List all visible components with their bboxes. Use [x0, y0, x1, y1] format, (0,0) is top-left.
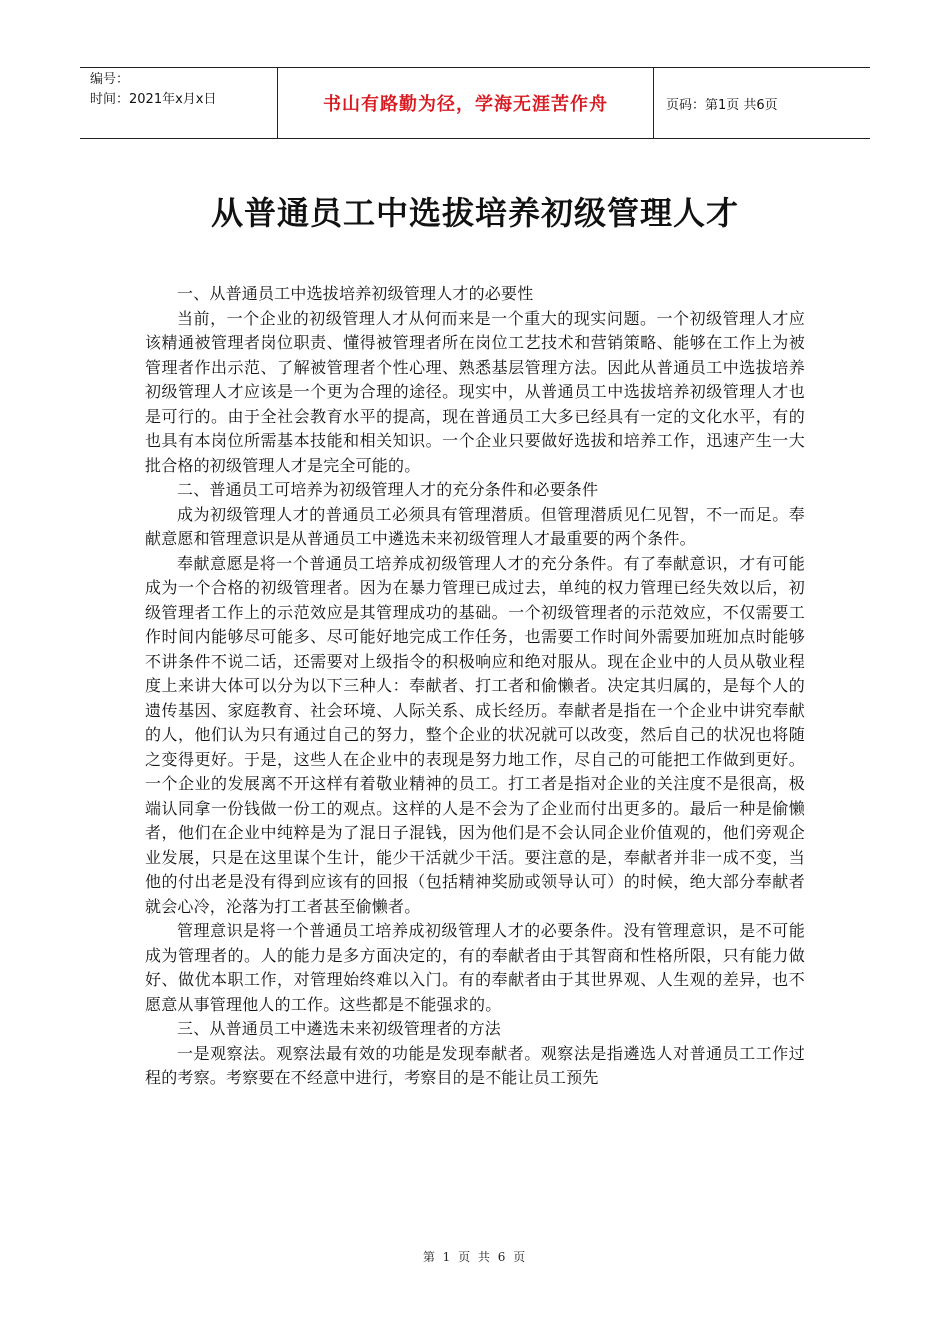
document-header: [80, 67, 870, 139]
paragraph: 当前，一个企业的初级管理人才从何而来是一个重大的现实问题。一个初级管理人才应该精通被管理者岗位职责、懂得被管理者所在岗位工艺技术和营销策略、能够在工作上为被管理者作出示范、了解被管理者个性心理、熟悉基层管理方法。因此从普通员工中选拔培养初级管理人才应该是一个更为合理的途径。现实中，从普通员工中选拔培养初级管理人才也是可行的。由于全社会教育水平的提高，现在普通员工大多已经具有一定的文化水平，有的也具有本岗位所需基本技能和相关知识。一个企业只要做好选拔和培养工作，迅速产生一大批合格的初级管理人才是完全可能的。: [145, 308, 805, 475]
document-title: 从普通员工中选拔培养初级管理人才: [210, 194, 739, 232]
paragraph: 奉献意愿是将一个普通员工培养成初级管理人才的充分条件。有了奉献意识，才有可能成为一个合格的初级管理者。因为在暴力管理已成过去，单纯的权力管理已经失效以后，初级管理者工作上的示范效应是其管理成功的基础。一个初级管理者的示范效应，不仅需要工作时间内能够尽可能多、尽可能好地完成工作任务，也需要工作时间外需要加班加点时能够不讲条件不说二话，还需要对上级指令的积极响应和绝对服从。现在企业中的人员从敬业程度上来讲大体可以分为以下三种人：奉献者、打工者和偷懒者。决定其归属的，是每个人的遗传基因、家庭教育、社会环境、人际关系、成长经历。奉献者是指在一个企业中讲究奉献的人，他们认为只有通过自己的努力，整个企业的状况就可以改变，然后自己的状况也将随之变得更好。于是，这些人在企业中的表现是努力地工作，尽自己的可能把工作做到更好。一个企业的发展离不开这样有着敬业精神的员工。打工者是指对企业的关注度不是很高，极端认同拿一份钱做一份工的观点。这样的人是不会为了企业而付出更多的。最后一种是偷懒者，他们在企业中纯粹是为了混日子混钱，因为他们是不会认同企业价值观的，他们旁观企业发展，只是在这里谋个生计，能少干活就少干活。要注意的是，奉献者并非一成不变，当他的付出老是没有得到应该有的回报（包括精神奖励或领导认可）的时候，绝大部分奉献者就会心冷，沦落为打工者甚至偷懒者。: [145, 553, 805, 916]
document-body: [145, 282, 805, 1091]
paragraph: 一是观察法。观察法最有效的功能是发现奉献者。观察法是指遴选人对普通员工工作过程的考察。考察要在不经意中进行，考察目的是不能让员工预先: [145, 1043, 805, 1087]
page-footer: 第 1 页 共 6 页: [422, 1250, 528, 1264]
section-heading-2: 二、普通员工可培养为初级管理人才的充分条件和必要条件: [177, 480, 599, 499]
header-motto: 书山有路勤为径，学海无涯苦作舟: [278, 68, 654, 138]
section-heading-3: 三、从普通员工中遴选未来初级管理者的方法: [177, 1019, 502, 1038]
paragraph: 成为初级管理人才的普通员工必须具有管理潜质。但管理潜质见仁见智，不一而足。奉献意愿和管理意识是从普通员工中遴选未来初级管理人才最重要的两个条件。: [145, 504, 805, 548]
header-page-info: 页码：第1页 共6页: [666, 97, 778, 113]
section-heading-1: 一、从普通员工中选拔培养初级管理人才的必要性: [177, 284, 534, 303]
header-meta: [80, 68, 278, 138]
time-label: 时间：2021年x月x日: [90, 92, 217, 107]
paragraph: 管理意识是将一个普通员工培养成初级管理人才的必要条件。没有管理意识，是不可能成为管理者的。人的能力是多方面决定的，有的奉献者由于其智商和性格所限，只有能力做好、做优本职工作，对管理始终难以入门。有的奉献者由于其世界观、人生观的差异，也不愿意从事管理他人的工作。这些都是不能强求的。: [145, 921, 805, 1014]
number-label: 编号：: [90, 72, 130, 87]
